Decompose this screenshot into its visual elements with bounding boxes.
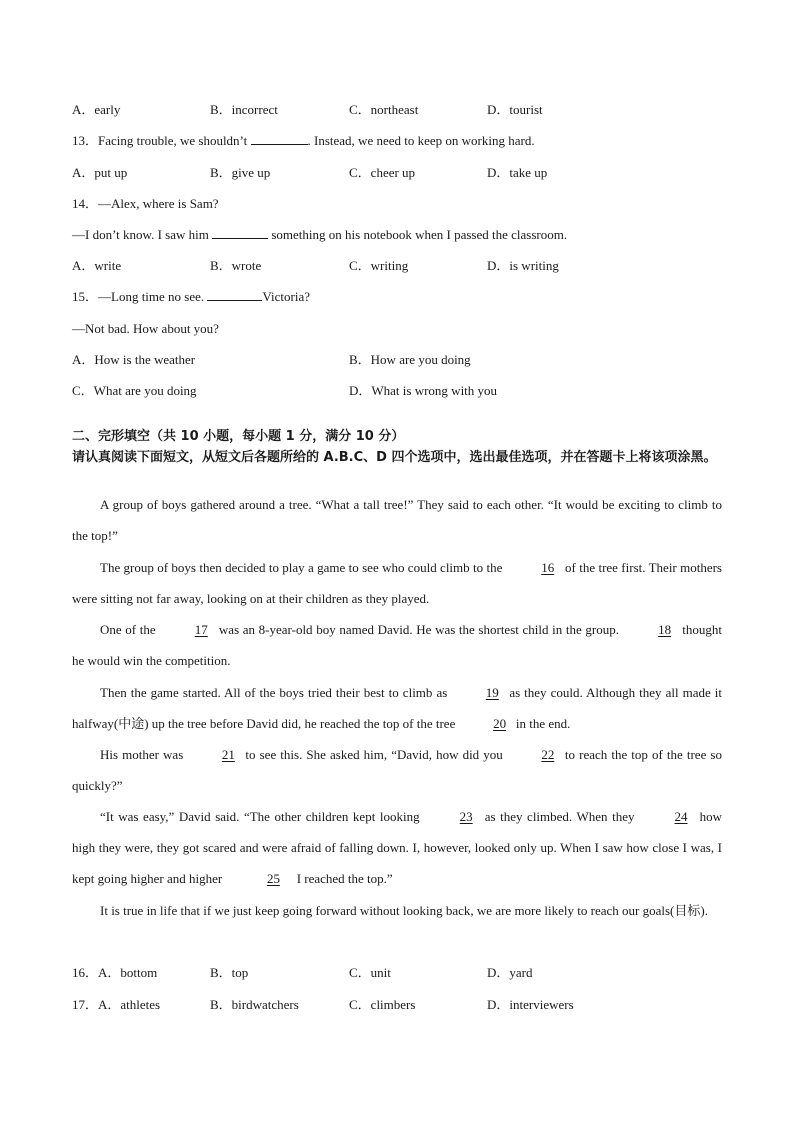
q17-option-d[interactable]: D．interviewers	[487, 997, 574, 1012]
passage-text: “It was easy,” David said. “The other children kept looking	[100, 809, 425, 824]
blank-21[interactable]: 21	[221, 747, 235, 762]
q14-option-c[interactable]: C．writing	[349, 258, 409, 273]
q17-option-c[interactable]: C．climbers	[349, 997, 416, 1012]
q15-line2: —Not bad. How about you?	[72, 321, 219, 336]
section-instruction: 请认真阅读下面短文，从短文后各题所给的 A.B.C、D 四个选项中，选出最佳选项，并在答题卡上将该项涂黑。	[72, 450, 717, 465]
q12-option-c[interactable]: C．northeast	[349, 102, 419, 117]
q16-option-b[interactable]: B．top	[210, 965, 249, 980]
q16-option-d[interactable]: D．yard	[487, 965, 533, 980]
passage-text: thought he would win the competition.	[72, 622, 722, 668]
passage-text: how high they were, they got scared and were afraid of falling down. I, however, looked only up. When I saw how close I was, I kept going higher and higher	[72, 809, 722, 886]
q14-option-d[interactable]: D．is writing	[487, 258, 559, 273]
q12-option-d[interactable]: D．tourist	[487, 102, 543, 117]
q14-line2	[72, 225, 567, 245]
blank-20[interactable]: 20	[493, 716, 507, 731]
passage-paragraph-1	[72, 489, 722, 551]
passage-text: to see this. She asked him, “David, how did you	[241, 747, 507, 762]
passage-p1-text: A group of boys gathered around a tree. “What a tall tree!” They said to each other. “It would be exciting to climb to the top!”	[72, 497, 722, 543]
q13-stem	[72, 131, 535, 151]
q14-option-a[interactable]: A．write	[72, 258, 122, 273]
q13-option-c[interactable]: C．cheer up	[349, 165, 416, 180]
q14-line1: 14．—Alex, where is Sam?	[72, 196, 219, 211]
blank-17[interactable]: 17	[194, 622, 208, 637]
passage-text: as they could. Although they all made it halfway(中途) up the tree before David did, he reached the top of the tree	[72, 685, 722, 731]
blank-22[interactable]: 22	[541, 747, 555, 762]
q15-text-pre: 15．—Long time no see.	[72, 289, 208, 304]
passage-text: Then the game started. All of the boys tried their best to climb as	[100, 685, 452, 700]
passage-text: to reach the top of the tree so quickly?”	[72, 747, 722, 793]
q14-text-pre: —I don’t know. I saw him	[72, 227, 213, 242]
passage-p7-text: It is true in life that if we just keep going forward without looking back, we are more likely to reach our goals(目标).	[100, 903, 708, 918]
q13-option-a[interactable]: A．put up	[72, 165, 128, 180]
blank-25[interactable]: 25	[266, 871, 280, 886]
q15-blank[interactable]	[207, 288, 262, 301]
q13-blank[interactable]	[251, 132, 308, 145]
passage-text: in the end.	[512, 716, 571, 731]
q15-line1	[72, 287, 310, 307]
passage-text: was an 8-year-old boy named David. He was the shortest child in the group.	[215, 622, 623, 637]
q15-option-b[interactable]: B．How are you doing	[349, 352, 471, 367]
q14-blank[interactable]	[212, 226, 268, 239]
q13-number: 13．	[72, 133, 99, 148]
passage-paragraph-5	[72, 739, 722, 801]
q13-option-d[interactable]: D．take up	[487, 165, 548, 180]
q17-option-b[interactable]: B．birdwatchers	[210, 997, 299, 1012]
q15-option-d[interactable]: D．What is wrong with you	[349, 383, 498, 398]
blank-23[interactable]: 23	[459, 809, 473, 824]
passage-text: I reached the top.”	[293, 871, 393, 886]
passage-text: as they climbed. When they	[480, 809, 640, 824]
blank-19[interactable]: 19	[485, 685, 499, 700]
passage-paragraph-7	[72, 895, 722, 926]
blank-24[interactable]: 24	[674, 809, 688, 824]
q14-option-b[interactable]: B．wrote	[210, 258, 262, 273]
passage-text: One of the	[100, 622, 160, 637]
passage-text: of the tree first. Their mothers were sitting not far away, looking on at their children as they played.	[72, 560, 722, 606]
q15-option-c[interactable]: C．What are you doing	[72, 383, 197, 398]
blank-16[interactable]: 16	[541, 560, 555, 575]
blank-18[interactable]: 18	[658, 622, 672, 637]
section-title: 二、完形填空（共 10 小题，每小题 1 分，满分 10 分）	[72, 429, 405, 444]
passage-text: His mother was	[100, 747, 188, 762]
q14-text-post: something on his notebook when I passed the classroom.	[268, 227, 568, 242]
passage-text: The group of boys then decided to play a game to see who could climb to the	[100, 560, 506, 575]
q15-text-post: Victoria?	[262, 289, 310, 304]
q15-option-a[interactable]: A．How is the weather	[72, 352, 196, 367]
passage-paragraph-3	[72, 614, 722, 676]
q12-option-a[interactable]: A．early	[72, 102, 121, 117]
q17-option-a[interactable]: 17．A．athletes	[72, 997, 161, 1012]
q16-option-c[interactable]: C．unit	[349, 965, 391, 980]
q12-option-b[interactable]: B．incorrect	[210, 102, 278, 117]
q13-text-post: . Instead, we need to keep on working hard.	[307, 133, 535, 148]
q13-option-b[interactable]: B．give up	[210, 165, 271, 180]
q13-text-pre: Facing trouble, we shouldn’t	[98, 133, 251, 148]
passage-paragraph-4	[72, 677, 722, 739]
q16-option-a[interactable]: 16．A．bottom	[72, 965, 158, 980]
passage-paragraph-2	[72, 552, 722, 614]
passage-paragraph-6	[72, 801, 722, 894]
